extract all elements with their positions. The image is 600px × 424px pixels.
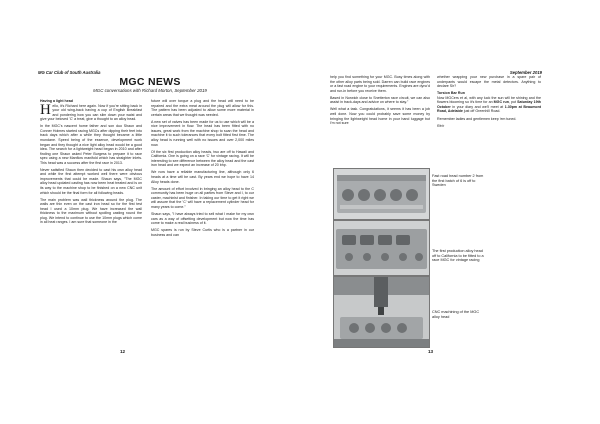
signoff: Rich — [437, 123, 445, 128]
event-heading: Torsion Bar Run — [437, 91, 465, 96]
column-1 — [40, 99, 142, 351]
paragraph: Never satisfied Shaun then decided to cast his own alloy head and while the first attempt worked well there were obvious improvements that could be made. Shaun says, "The MGC alloy head updated casting has now been heat treated and is on its way to the machine shop to be finished on a new CNC unit which should be the final form for all following heads. — [40, 167, 142, 195]
paragraph: Hello, it's Richard here again. Now if you're sitting back in your old wing-back having a cup of English Breakfast and pondering how you can slim down your waist and give your beloved 'C' a treat, give a thought to an alloy head. — [40, 101, 142, 122]
paragraph: The main problem was wall thickness around the plug. The walls are thin even on the cast iron head so for the first test head I used a 10mm plug. We have increased the wall thickness to the maximum without spoiling casting round the plug. We intend to continue to use the 10mm plugs which come in all heat ranges. I am sure that someone in the — [40, 197, 142, 225]
running-header-right: September 2019 — [509, 70, 542, 75]
paragraph: Of the six first production alloy heads, two are off to Hawaii and California. One is going on a race 'C' for vintage racing. It will be interesting to see difference between the alloy head and the cast iron head and we expect an increase of 20 bhp. — [151, 149, 254, 168]
section-heading: Having a light head — [40, 99, 73, 103]
running-header-left: MG Car Club of South Australia — [38, 70, 101, 75]
paragraph: MGC spares is run by Steve Curtis who is a partner in our business and can — [151, 228, 254, 237]
article-title: MGC NEWS — [119, 76, 181, 88]
paragraph: The amount of effort involved in bringing an alloy head to the C community has been huge on all parties from Steve and I, to our caster, machinist and finisher. In taking our time to get it right we will assure that the 'C' will have a replacement cylinder head for many years to come." — [151, 186, 254, 209]
photo-cnc-machining — [333, 276, 430, 348]
column-2 — [151, 99, 254, 351]
paragraph: A new set of valves has been made for us to use which will be a nice improvement in flow. The head has been fitted with no issues, great work from the machine shop to scan the head and machine it to such tolerances that every bolt fitted first time. The alloy head is running well with no issues and over 2,000 miles now. — [151, 119, 254, 147]
paragraph: We now have a reliable manufacturing line, although only 6 heads at a time will be cast. By years end we hope to have 14 Alloy heads done. — [151, 170, 254, 184]
column-3 — [330, 75, 430, 139]
article-subtitle: MGC conversations with Richard Morton, September 2019 — [93, 88, 207, 93]
paragraph: future will over torque a plug and the head will need to be repaired and the extra meat around the plug will allow for this. The pattern has been adjusted to allow some more material in certain areas that we thought was needed. — [151, 99, 254, 117]
paragraph: Well what a task. Congratulations, it seems it has been a job well done. Now you could probably save some money by bringing the lightweight head home in your hand luggage but I'm not sure — [330, 107, 430, 126]
paragraph: In the MGC's nascent home father and son duo Shaun and Conner Holmes started racing MGCs after dipping their feet into track days which after a while they thought became a little mundane. Speed being of the essence, development work began and they thought a nice light alloy head would be a good idea. The search for a lightweight head began in 2010 and after finding one Shaun asked Peter Burgess to prepare it to race spec using a new Manflow manifold which has straighter inlets. This head was a success after the first race in 2013. — [40, 124, 142, 165]
column-4 — [437, 75, 541, 167]
paragraph: whether wrapping your new purchase in a spare pair of underpants would escape the metal detectors. Anything to declare Sir? — [437, 75, 541, 89]
photo-cylinder-head-2 — [333, 220, 430, 276]
photo-caption-3: CNC machining of the MGC alloy head — [432, 310, 480, 319]
page-number-left: 12 — [120, 349, 126, 354]
paragraph: Based in Norwich close to Snetterton race circuit, we can also assist in track-days and advice on where to stay." — [330, 95, 430, 105]
photo-caption-2: The first production alloy head off to California to be fitted to a race MGC for vintage racing — [432, 249, 484, 263]
paragraph: help you find something for your MGC. Busy times along with the other alloy parts being sold. Darren can build race engines or a fast road engine to your requirements. Engines are dyno'd and run-in before you receive them. — [330, 75, 430, 93]
page-number-right: 13 — [428, 349, 434, 354]
drop-cap: H — [40, 101, 51, 118]
event-paragraph: Now MGCers et al, with any luck the sun will be shining and the flowers blooming so it's time for an MGC run, put Saturday 19th October in your diary and we'll meet at 1.30pm at Beaumont Road, Adelaide just off Greenhill Road. — [437, 95, 541, 114]
paragraph: Shaun says, "I have always tried to sell what I make for my own cars as a way of offsetting development but now the time has come to make a real business of it. — [151, 212, 254, 226]
closing-paragraph: Remember ladies and gentlemen keep 'em tuned. — [437, 116, 517, 121]
photo-caption-1: Fast road head number 2 from the first batch of 6 is off to Sweden — [432, 174, 484, 188]
photo-cylinder-head-1 — [333, 168, 430, 220]
